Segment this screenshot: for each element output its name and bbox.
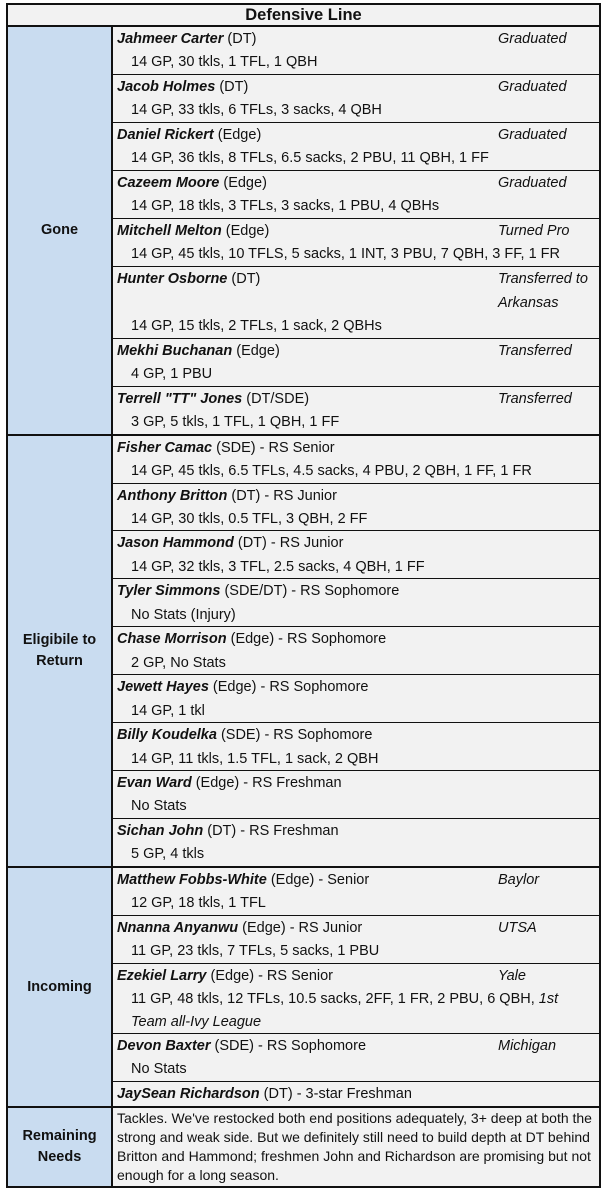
player-header (117, 868, 593, 892)
player-stats (117, 460, 593, 483)
player-header (117, 219, 593, 243)
section-label: Incoming (8, 868, 113, 1107)
table-title: Defensive Line (6, 3, 601, 27)
player-position: (Edge) (213, 126, 262, 143)
player-stats (117, 700, 593, 723)
player-identity (117, 868, 369, 892)
player-header (117, 771, 593, 795)
player-position: (SDE) - RS Sophomore (210, 1038, 367, 1055)
player-stats (117, 51, 593, 74)
player-identity (117, 484, 337, 508)
player-stats-text: 11 GP, 48 tkls, 12 TFLs, 10.5 sacks, 2FF, 1 FR, 2 PBU, 6 QBH, (131, 991, 539, 1008)
player-identity (117, 579, 399, 603)
player-list (113, 27, 599, 434)
player-status: Michigan (498, 1038, 557, 1055)
player-identity (117, 75, 248, 99)
player-status: Transferred (498, 342, 572, 359)
player-stats-text: 14 GP, 15 tkls, 2 TFLs, 1 sack, 2 QBHs (131, 318, 382, 335)
player-row (113, 123, 599, 171)
player-header (117, 964, 593, 988)
player-stats (117, 843, 593, 866)
player-header (117, 675, 593, 699)
player-identity (117, 627, 386, 651)
player-name: Chase Morrison (117, 631, 227, 648)
player-status: Transferred (498, 390, 572, 407)
player-row (113, 267, 599, 339)
player-position: (DT) (223, 31, 257, 47)
player-row (113, 75, 599, 123)
player-header (117, 171, 593, 195)
player-row (113, 723, 599, 771)
player-position: (DT) - 3-star Freshman (259, 1085, 412, 1102)
player-identity (117, 267, 260, 316)
player-position: (Edge) - RS Sophomore (226, 631, 387, 648)
player-position: (Edge) - Senior (266, 871, 370, 888)
player-position: (Edge) (221, 222, 270, 239)
player-stats-text: No Stats (Injury) (131, 606, 236, 623)
player-identity (117, 819, 339, 843)
player-name: Billy Koudelka (117, 727, 217, 744)
player-stats (117, 99, 593, 122)
player-stats (117, 508, 593, 531)
player-row (113, 1082, 599, 1106)
player-name: JaySean Richardson (117, 1085, 260, 1102)
player-header (117, 75, 593, 99)
player-position: (SDE) - RS Sophomore (216, 727, 373, 744)
section-incoming (6, 868, 601, 1109)
section-label: Remaining Needs (8, 1108, 113, 1186)
player-stats (117, 556, 593, 579)
player-stats (117, 604, 593, 627)
player-header (117, 484, 593, 508)
player-identity (117, 771, 342, 795)
player-identity (117, 436, 335, 460)
player-identity (117, 916, 362, 940)
section-label: Gone (8, 27, 113, 434)
player-identity (117, 964, 333, 988)
player-name: Mekhi Buchanan (117, 342, 233, 359)
player-row (113, 868, 599, 916)
player-stats-text: 11 GP, 23 tkls, 7 TFLs, 5 sacks, 1 PBU (131, 943, 380, 960)
player-list (113, 868, 599, 1107)
player-stats-text: 14 GP, 36 tkls, 8 TFLs, 6.5 sacks, 2 PBU, 11 QBH, 1 FF (131, 150, 489, 167)
player-stats-text: No Stats (131, 1061, 187, 1078)
player-position: (Edge) (219, 174, 267, 191)
player-row (113, 27, 599, 75)
player-row (113, 627, 599, 675)
section-gone (6, 27, 601, 436)
player-position: (Edge) - RS Sophomore (208, 679, 369, 696)
player-position: (DT/SDE) (242, 390, 310, 407)
player-stats (117, 988, 593, 1033)
player-stats-text: 14 GP, 45 tkls, 6.5 TFLs, 4.5 sacks, 4 PBU, 2 QBH, 1 FF, 1 FR (131, 463, 532, 480)
player-name: Jacob Holmes (117, 78, 216, 95)
player-row (113, 771, 599, 819)
player-position: (Edge) - RS Freshman (191, 775, 342, 791)
player-stats-text: 14 GP, 18 tkls, 3 TFLs, 3 sacks, 1 PBU, 4 QBHs (131, 198, 440, 215)
player-name: Daniel Rickert (117, 126, 214, 143)
player-status: Baylor (498, 871, 540, 888)
section-label: Eligibile to Return (8, 436, 113, 866)
player-header (117, 267, 593, 316)
player-stats-text: 14 GP, 11 tkls, 1.5 TFL, 1 sack, 2 QBH (131, 750, 379, 767)
sections-container (6, 27, 601, 1108)
player-identity (117, 339, 280, 363)
player-row (113, 675, 599, 723)
player-header (117, 387, 593, 411)
player-position: (DT) (215, 78, 249, 95)
player-header (117, 531, 593, 555)
player-stats (117, 795, 593, 818)
player-name: Evan Ward (117, 775, 192, 791)
player-position: (DT) - RS Junior (227, 487, 337, 504)
player-identity (117, 1082, 412, 1106)
player-position: (DT) - RS Junior (233, 535, 344, 552)
player-status: Graduated (498, 174, 567, 191)
player-header (117, 723, 593, 747)
remaining-needs-text: Tackles. We've restocked both end positions adequately, 3+ deep at both the strong and weak side. But we definitely still need to build depth at DT behind Britton and Hammond; freshmen John and Richardson are promising but not enough for a long season. (113, 1108, 599, 1186)
player-identity (117, 531, 343, 555)
player-row (113, 339, 599, 387)
player-name: Anthony Britton (117, 487, 228, 504)
player-row (113, 579, 599, 627)
player-row (113, 1034, 599, 1082)
player-position: (Edge) - RS Junior (238, 919, 363, 936)
player-stats (117, 892, 593, 915)
player-stats-text: 14 GP, 32 tkls, 3 TFL, 2.5 sacks, 4 QBH, 1 FF (131, 558, 425, 575)
player-row (113, 219, 599, 267)
player-header (117, 916, 593, 940)
player-row (113, 916, 599, 964)
player-row (113, 387, 599, 434)
player-name: Terrell "TT" Jones (117, 390, 243, 407)
player-identity (117, 27, 256, 51)
player-header (117, 339, 593, 363)
player-name: Jason Hammond (117, 535, 234, 552)
player-row (113, 171, 599, 219)
player-position: (Edge) - RS Senior (206, 967, 334, 984)
player-stats-text: 12 GP, 18 tkls, 1 TFL (131, 895, 266, 912)
player-stats (117, 652, 593, 675)
player-header (117, 819, 593, 843)
player-header (117, 436, 593, 460)
player-status: Graduated (498, 78, 567, 95)
player-identity (117, 675, 368, 699)
player-stats-text: 3 GP, 5 tkls, 1 TFL, 1 QBH, 1 FF (131, 414, 340, 431)
player-name: Jewett Hayes (117, 679, 209, 696)
defensive-line-table (6, 3, 601, 1188)
player-name: Fisher Camac (117, 439, 213, 456)
player-name: Nnanna Anyanwu (117, 919, 239, 936)
player-name: Hunter Osborne (117, 270, 228, 287)
player-stats (117, 315, 593, 338)
player-status: UTSA (498, 919, 537, 936)
player-stats (117, 940, 593, 963)
player-name: Ezekiel Larry (117, 967, 207, 984)
player-status: Yale (498, 967, 526, 984)
player-status: Graduated (498, 31, 567, 47)
player-header (117, 1034, 593, 1058)
player-row (113, 436, 599, 484)
player-name: Matthew Fobbs-White (117, 871, 267, 888)
player-name: Jahmeer Carter (117, 31, 224, 47)
player-identity (117, 171, 267, 195)
player-status: Transferred to Arkansas (498, 270, 588, 311)
player-row (113, 964, 599, 1034)
player-position: (Edge) (232, 342, 280, 359)
player-honor: 1st Team all-Ivy League (131, 991, 559, 1030)
player-stats-text: 2 GP, No Stats (131, 654, 226, 671)
player-stats-text: 14 GP, 33 tkls, 6 TFLs, 3 sacks, 4 QBH (131, 102, 382, 119)
player-status: Turned Pro (498, 222, 570, 239)
player-identity (117, 723, 372, 747)
player-position: (DT) (227, 270, 261, 287)
player-stats-text: 14 GP, 45 tkls, 10 TFLS, 5 sacks, 1 INT, 3 PBU, 7 QBH, 3 FF, 1 FR (131, 246, 560, 263)
player-stats-text: 5 GP, 4 tkls (131, 846, 205, 863)
section-eligibile-to-return (6, 436, 601, 868)
player-row (113, 484, 599, 532)
player-row (113, 531, 599, 579)
player-stats (117, 748, 593, 771)
player-position: (SDE) - RS Senior (212, 439, 335, 456)
player-header (117, 627, 593, 651)
player-position: (DT) - RS Freshman (203, 822, 339, 839)
player-stats-text: 14 GP, 30 tkls, 1 TFL, 1 QBH (131, 54, 318, 71)
player-stats-text: No Stats (131, 798, 187, 815)
player-row (113, 819, 599, 866)
player-stats-text: 14 GP, 30 tkls, 0.5 TFL, 3 QBH, 2 FF (131, 510, 368, 527)
player-name: Sichan John (117, 822, 204, 839)
player-header (117, 123, 593, 147)
player-identity (117, 219, 269, 243)
player-status: Graduated (498, 126, 567, 143)
player-identity (117, 1034, 366, 1058)
player-stats-text: 4 GP, 1 PBU (131, 366, 213, 383)
player-list (113, 436, 599, 866)
player-stats (117, 243, 593, 266)
player-identity (117, 123, 261, 147)
section-remaining-needs (6, 1108, 601, 1188)
player-stats (117, 411, 593, 434)
player-header (117, 579, 593, 603)
player-name: Mitchell Melton (117, 222, 222, 239)
player-stats (117, 195, 593, 218)
player-header (117, 27, 593, 51)
player-name: Cazeem Moore (117, 174, 220, 191)
player-position: (SDE/DT) - RS Sophomore (220, 583, 400, 600)
player-name: Tyler Simmons (117, 583, 221, 600)
player-stats (117, 147, 593, 170)
player-stats (117, 363, 593, 386)
player-identity (117, 387, 309, 411)
player-name: Devon Baxter (117, 1038, 211, 1055)
player-stats-text: 14 GP, 1 tkl (131, 702, 205, 719)
player-header (117, 1082, 593, 1106)
player-stats (117, 1058, 593, 1081)
